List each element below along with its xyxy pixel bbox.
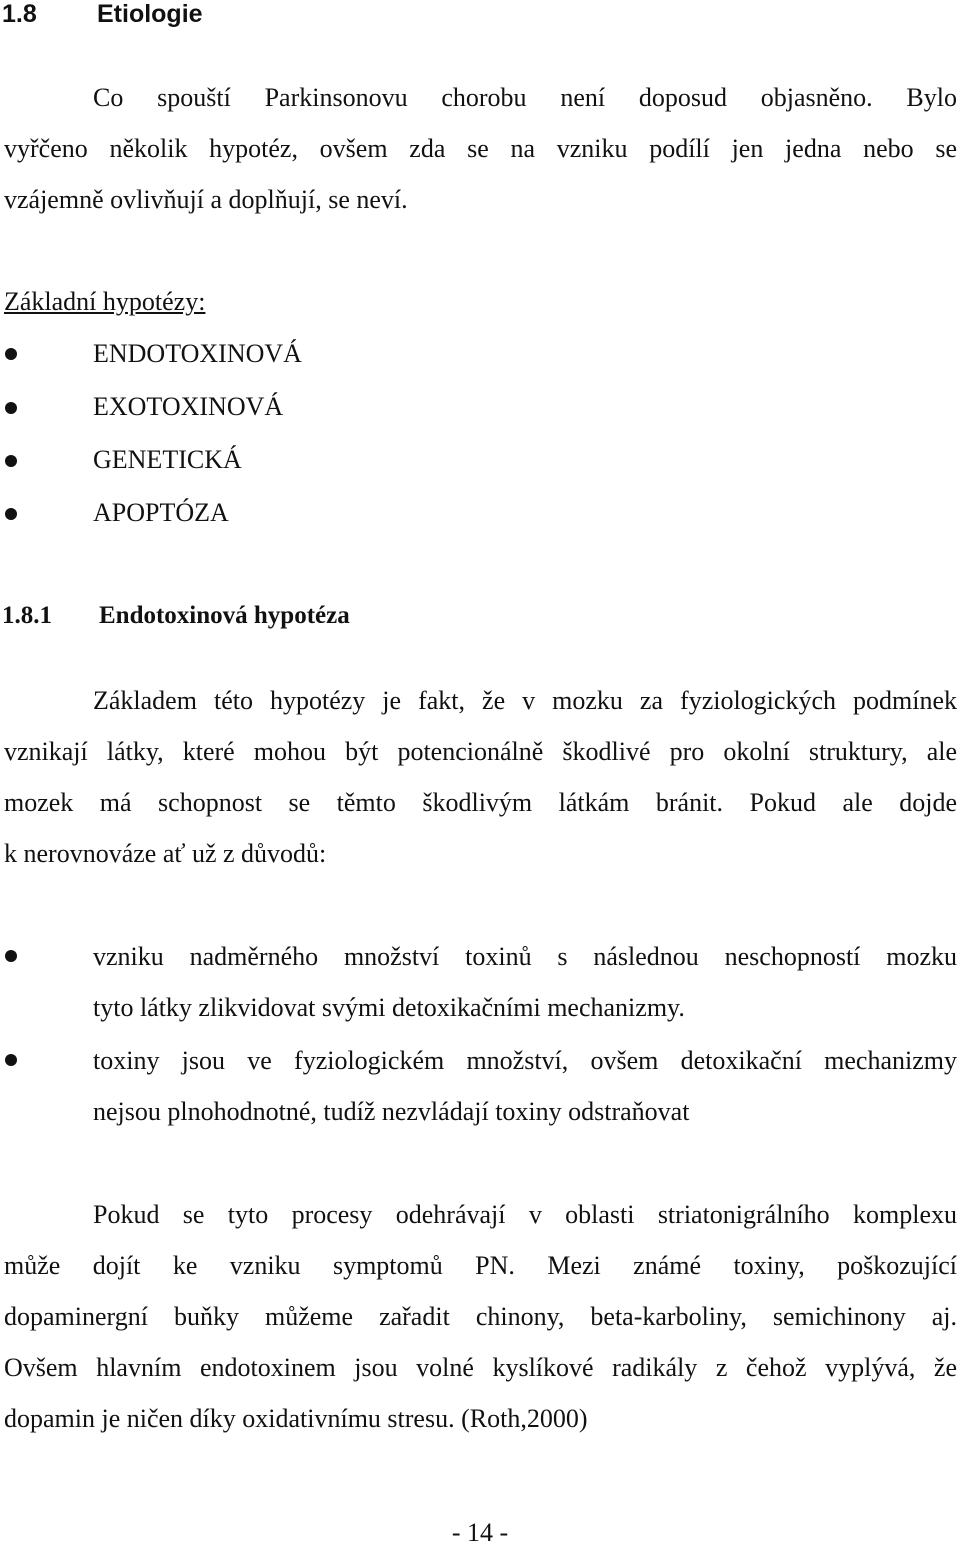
bullet-1-line-2: tyto látky zlikvidovat svými detoxikačními mechanizmy.: [93, 993, 685, 1022]
bullet-1-line-1: vzniku nadměrného množství toxinů s následnou neschopností mozku: [93, 942, 957, 971]
hypothesis-item-apoptosis: APOPTÓZA: [93, 498, 229, 527]
intro-line-2: vyřčeno několik hypotéz, ovšem zda se na vzniku podílí jen jedna nebo se: [4, 134, 957, 163]
paragraph2-line-1: Pokud se tyto procesy odehrávají v oblasti striatonigrálního komplexu: [93, 1200, 957, 1229]
bullet-icon: [5, 950, 17, 962]
paragraph2-line-3: dopaminergní buňky můžeme zařadit chinony, beta-karboliny, semichinony aj.: [4, 1302, 957, 1331]
hypothesis-item-genetic: GENETICKÁ: [93, 445, 242, 474]
bullet-2-line-1: toxiny jsou ve fyziologickém množství, ovšem detoxikační mechanizmy: [93, 1046, 957, 1075]
bullet-icon: [5, 348, 17, 360]
paragraph1-line-4: k nerovnováze ať už z důvodů:: [4, 839, 327, 868]
page-number: - 14 -: [451, 1518, 509, 1547]
section-number: 1.8: [2, 0, 37, 28]
intro-line-1: Co spouští Parkinsonovu chorobu není doposud objasněno. Bylo: [93, 83, 957, 112]
intro-line-3: vzájemně ovlivňují a doplňují, se neví.: [4, 185, 408, 214]
paragraph2-line-2: může dojít ke vzniku symptomů PN. Mezi známé toxiny, poškozující: [4, 1251, 957, 1280]
hypothesis-item-endotoxin: ENDOTOXINOVÁ: [93, 339, 302, 368]
paragraph2-line-4: Ovšem hlavním endotoxinem jsou volné kyslíkové radikály z čehož vyplývá, že: [4, 1353, 957, 1382]
bullet-icon: [5, 402, 17, 414]
bullet-icon: [5, 455, 17, 467]
paragraph1-line-2: vznikají látky, které mohou být potencionálně škodlivé pro okolní struktury, ale: [4, 737, 957, 766]
paragraph1-line-1: Základem této hypotézy je fakt, že v mozku za fyziologických podmínek: [93, 686, 957, 715]
paragraph1-line-3: mozek má schopnost se těmto škodlivým látkám bránit. Pokud ale dojde: [4, 788, 957, 817]
bullet-icon: [5, 1054, 17, 1066]
bullet-2-line-2: nejsou plnohodnotné, tudíž nezvládají toxiny odstraňovat: [93, 1097, 690, 1126]
section-title: Etiologie: [97, 0, 203, 28]
subsection-title: Endotoxinová hypotéza: [99, 602, 350, 629]
bullet-icon: [5, 508, 17, 520]
hypotheses-label: Základní hypotézy:: [4, 287, 206, 316]
subsection-number: 1.8.1: [2, 602, 52, 629]
paragraph2-line-5: dopamin je ničen díky oxidativnímu stresu. (Roth,2000): [4, 1404, 588, 1433]
hypothesis-item-exotoxin: EXOTOXINOVÁ: [93, 392, 284, 421]
